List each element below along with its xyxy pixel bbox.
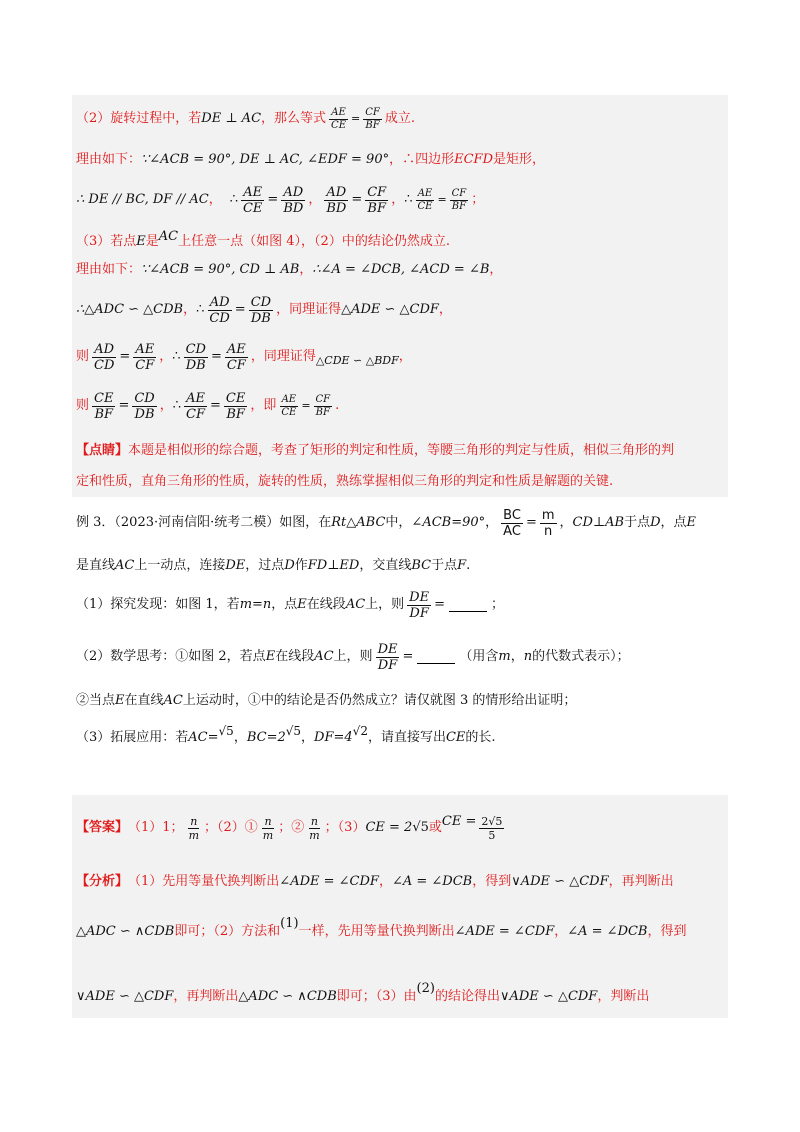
text: 作 bbox=[294, 558, 308, 573]
text: ， bbox=[554, 924, 568, 939]
question-2 bbox=[76, 637, 630, 677]
solution-line-4 bbox=[76, 230, 450, 254]
fraction: $\frac{AE}{CF}$ bbox=[135, 341, 155, 373]
text: 在直线 bbox=[124, 693, 164, 708]
fraction: $\frac{BC}{AC}$ bbox=[503, 507, 521, 539]
text: 例 3．（2023·河南信阳·统考二模）如图，在 bbox=[76, 515, 332, 530]
text: ②当点 bbox=[76, 693, 116, 708]
text: ，判断出 bbox=[597, 989, 650, 1004]
therefore: ∴ bbox=[196, 302, 205, 317]
text: ，再判断出 bbox=[608, 874, 674, 889]
math: CD⊥AB bbox=[572, 515, 625, 530]
text: ， bbox=[510, 649, 524, 664]
math: m=n bbox=[239, 597, 272, 612]
text: 成立. bbox=[384, 111, 415, 126]
comment-line-2 bbox=[76, 471, 613, 493]
text: （2）数学思考：①如图 2，若点 bbox=[76, 649, 266, 664]
fraction: $\frac{n}{m}$ bbox=[188, 814, 199, 842]
sep: ， bbox=[308, 192, 322, 207]
solution-line-2 bbox=[76, 148, 545, 172]
text: 理由如下： bbox=[76, 152, 142, 167]
text: . bbox=[335, 398, 340, 413]
fraction: $\frac{CF}{BF}$ bbox=[365, 106, 380, 131]
text: ，过点 bbox=[245, 558, 285, 573]
math: D bbox=[284, 558, 295, 573]
text: 则 bbox=[76, 349, 90, 364]
fraction: $\frac{CE}{BF}$ bbox=[94, 390, 114, 422]
comment-text: 本题是相似形的综合题，考查了矩形的判定和性质，等腰三角形的判定与性质，相似三角形的判 bbox=[128, 443, 675, 458]
equals: = bbox=[234, 302, 246, 317]
equals: = bbox=[351, 192, 363, 207]
math: E bbox=[265, 649, 276, 664]
answer-line bbox=[76, 806, 507, 850]
analysis-line-3 bbox=[76, 981, 650, 1009]
solution-line-3 bbox=[76, 180, 484, 220]
fraction: $\frac{CE}{BF}$ bbox=[225, 390, 246, 422]
paren-ref: (2) bbox=[416, 981, 435, 996]
math: Rt△ABC bbox=[331, 515, 386, 530]
therefore: ∴ bbox=[172, 398, 182, 413]
text: ，那么等式 bbox=[261, 111, 327, 126]
fraction: $\frac{AD}{CD}$ bbox=[94, 341, 115, 373]
fraction: $\frac{m}{n}$ bbox=[541, 507, 555, 539]
fraction: $\frac{AE}{CF}$ bbox=[186, 390, 205, 422]
math: n bbox=[523, 649, 533, 664]
sqrt-icon: √5 bbox=[285, 724, 302, 738]
math: DE bbox=[225, 558, 246, 573]
fraction: $\frac{AD}{CD}$ bbox=[209, 294, 230, 326]
math: BC bbox=[411, 558, 432, 573]
text: 即可；（2）方法和 bbox=[174, 924, 281, 939]
equals: = bbox=[210, 349, 222, 364]
sqrt-icon: √2 bbox=[352, 724, 368, 738]
sep: ， bbox=[391, 192, 405, 207]
radicand: 5 bbox=[293, 724, 302, 738]
text: ， bbox=[233, 730, 247, 745]
fraction: $\frac{CF}{BF}$ bbox=[367, 184, 387, 216]
sep: ， bbox=[208, 192, 222, 207]
sep: ， bbox=[159, 349, 173, 364]
text: ，得到 bbox=[647, 924, 687, 939]
math: AC bbox=[345, 597, 366, 612]
example-line-1 bbox=[76, 503, 696, 543]
math: △ADE ∽ △CDF bbox=[341, 302, 439, 317]
math: AC bbox=[115, 558, 135, 573]
fraction: $\frac{DE}{DF}$ bbox=[409, 589, 430, 621]
solution-line-5 bbox=[76, 258, 502, 282]
fraction: $\frac{AE}{CE}$ bbox=[331, 106, 346, 131]
math: D bbox=[650, 515, 661, 530]
math: F bbox=[457, 558, 467, 573]
math: AC= bbox=[188, 730, 219, 745]
sep: ， bbox=[183, 302, 197, 317]
equals: = bbox=[119, 349, 131, 364]
text: 是直线 bbox=[76, 558, 116, 573]
text: ， bbox=[438, 302, 452, 317]
math: E bbox=[686, 515, 697, 530]
equals: = bbox=[437, 193, 447, 206]
math: ∠A = ∠DCB bbox=[567, 924, 648, 939]
text: ， bbox=[559, 515, 573, 530]
math: E bbox=[115, 693, 125, 708]
math: ∴ DE // BC, DF // AC bbox=[76, 192, 209, 207]
text: ；② bbox=[278, 820, 305, 835]
math: AC bbox=[158, 229, 179, 244]
text: ；（2）① bbox=[204, 820, 258, 835]
text: ，即 bbox=[250, 398, 277, 413]
comment-line-1 bbox=[76, 440, 674, 462]
sqrt-icon: √5 bbox=[218, 724, 234, 738]
text: ，再判断出 bbox=[173, 989, 239, 1004]
radicand: 2 bbox=[360, 724, 368, 738]
text: ， bbox=[378, 874, 392, 889]
equals: = bbox=[351, 112, 361, 125]
math: BC=2 bbox=[246, 730, 286, 745]
text: 在线段 bbox=[306, 597, 346, 612]
math: ∠ACB=90° bbox=[411, 515, 486, 530]
math: ∨ADE ∽ △CDF bbox=[76, 989, 174, 1004]
equals: = bbox=[434, 597, 445, 612]
text: 的代数式表示）； bbox=[532, 649, 630, 664]
text: ， bbox=[489, 262, 503, 277]
fraction: $\frac{AE}{CE}$ bbox=[281, 393, 297, 418]
text: ， bbox=[299, 262, 313, 277]
equals: = bbox=[301, 399, 311, 412]
text: 的长. bbox=[465, 730, 496, 745]
math: DE ⊥ AC bbox=[201, 111, 262, 126]
math: ∴∠A = ∠DCB, ∠ACD = ∠B bbox=[312, 262, 490, 277]
text: . bbox=[466, 558, 471, 573]
math: ∵∠ACB = 90°, CD ⊥ AB bbox=[141, 262, 300, 277]
fraction: $\frac{DE}{DF}$ bbox=[377, 641, 398, 673]
fraction: $\frac{AD}{BD}$ bbox=[326, 184, 347, 216]
radicand: 5 bbox=[226, 724, 234, 738]
text: 则 bbox=[76, 398, 90, 413]
text: 是矩形， bbox=[493, 152, 546, 167]
text: ，交直线 bbox=[359, 558, 412, 573]
math: ∨ADE ∽ △CDF bbox=[511, 874, 609, 889]
text: 一样，先用等量代换判断出 bbox=[298, 924, 455, 939]
math: ∴△ADC ∽ △CDB bbox=[76, 302, 184, 317]
text: 或 bbox=[428, 820, 442, 835]
math: △CDE ∽ △BDF bbox=[315, 354, 399, 367]
text: ； bbox=[491, 597, 505, 612]
equals: = bbox=[118, 398, 130, 413]
math: ∠ADE = ∠CDF bbox=[454, 924, 555, 939]
text: 中， bbox=[385, 515, 412, 530]
fraction: $\frac{AE}{CF}$ bbox=[226, 341, 246, 373]
text: ， bbox=[398, 349, 412, 364]
text: （用含 bbox=[459, 649, 499, 664]
comment-text: 定和性质，直角三角形的性质，旋转的性质，熟练掌握相似三角形的判定和性质是解题的关键. bbox=[76, 474, 614, 489]
question-1 bbox=[76, 585, 504, 625]
analysis-line-2 bbox=[76, 916, 687, 944]
math: E bbox=[297, 597, 307, 612]
math: m bbox=[498, 649, 511, 664]
fraction: $\frac{CD}{DB}$ bbox=[185, 341, 206, 373]
question-2b bbox=[76, 690, 576, 712]
text: ，点 bbox=[660, 515, 687, 530]
text: ，同理证得 bbox=[276, 302, 342, 317]
math: AC bbox=[163, 693, 183, 708]
math: CE bbox=[445, 730, 466, 745]
equals: = bbox=[525, 515, 537, 530]
text: （1）1； bbox=[128, 820, 184, 835]
math: CE = 2 bbox=[365, 820, 413, 835]
text: 上，则 bbox=[333, 649, 373, 664]
math: E bbox=[136, 234, 146, 249]
math: ∨ADE ∽ △CDF bbox=[499, 989, 598, 1004]
solution-line-1 bbox=[76, 105, 415, 133]
math: ∵∠ACB = 90°, DE ⊥ AC, ∠EDF = 90° bbox=[141, 152, 390, 167]
math: △ADC ∽ ∧CDB bbox=[238, 989, 337, 1004]
equals: = bbox=[210, 398, 221, 413]
math: FD⊥ED bbox=[307, 558, 360, 573]
fraction: $\frac{AE}{CE}$ bbox=[417, 187, 433, 212]
fraction: $\frac{CF}{BF}$ bbox=[451, 187, 467, 212]
solution-line-6 bbox=[76, 290, 452, 330]
text: （1）探究发现：如图 1，若 bbox=[76, 597, 240, 612]
therefore: ∴ bbox=[404, 192, 413, 207]
text: （3）拓展应用：若 bbox=[76, 730, 189, 745]
text: （3）若点 bbox=[76, 234, 137, 249]
sep: ， bbox=[159, 398, 173, 413]
text: 的结论得出 bbox=[434, 989, 500, 1004]
text: ，同理证得 bbox=[250, 349, 316, 364]
text: 即可；（3）由 bbox=[336, 989, 417, 1004]
fraction: $\frac{AD}{BD}$ bbox=[283, 184, 304, 216]
math: AC bbox=[314, 649, 334, 664]
math: CE = bbox=[441, 814, 477, 829]
therefore: ∴ bbox=[229, 192, 238, 207]
radicand: 5 bbox=[420, 820, 429, 835]
fraction: $\frac{n}{m}$ bbox=[262, 814, 274, 842]
example-line-2 bbox=[76, 555, 470, 577]
answer-blank[interactable] bbox=[449, 599, 487, 612]
sqrt-icon: √5 bbox=[412, 820, 429, 835]
text: ；（3） bbox=[324, 820, 366, 835]
text: ， bbox=[485, 515, 499, 530]
text: （1）先用等量代换判断出 bbox=[128, 874, 280, 889]
text: 于点 bbox=[431, 558, 458, 573]
fraction: $\frac{CD}{DB}$ bbox=[134, 390, 155, 422]
math: ∠A = ∠DCB bbox=[391, 874, 473, 889]
end: ； bbox=[471, 192, 485, 207]
fraction: $\frac{CF}{BF}$ bbox=[315, 393, 331, 418]
answer-blank[interactable] bbox=[417, 651, 455, 664]
text: ，点 bbox=[271, 597, 298, 612]
text: 上任意一点（如图 4），（2）中的结论仍然成立. bbox=[178, 234, 450, 249]
fraction: $\frac{AE}{CE}$ bbox=[242, 184, 263, 216]
answer-label: 【答案】 bbox=[76, 820, 129, 835]
text: 上，则 bbox=[365, 597, 405, 612]
text: ，得到 bbox=[472, 874, 512, 889]
fraction: $\frac{n}{m}$ bbox=[309, 814, 320, 842]
math: ECFD bbox=[454, 152, 494, 167]
text: ，请直接写出 bbox=[367, 730, 446, 745]
fraction: $\frac{CD}{DB}$ bbox=[250, 294, 272, 326]
solution-line-7 bbox=[76, 337, 412, 377]
math: ∠ADE = ∠CDF bbox=[279, 874, 379, 889]
fraction: $\frac{2√5}{5}$ bbox=[481, 814, 503, 842]
text: 上运动时，①中的结论是否仍然成立？请仅就图 3 的情形给出证明； bbox=[182, 693, 577, 708]
text: 是 bbox=[145, 234, 159, 249]
text: 于点 bbox=[624, 515, 651, 530]
equals: = bbox=[267, 192, 279, 207]
solution-line-8 bbox=[76, 386, 339, 426]
text: （2）旋转过程中，若 bbox=[76, 111, 202, 126]
text: ，∴四边形 bbox=[389, 152, 455, 167]
analysis-label: 【分析】 bbox=[76, 874, 129, 889]
question-3 bbox=[76, 725, 496, 751]
text: 在线段 bbox=[275, 649, 315, 664]
equals: = bbox=[402, 649, 414, 664]
text: 上一动点，连接 bbox=[134, 558, 226, 573]
paren-ref: (1) bbox=[280, 916, 299, 931]
text: 理由如下： bbox=[76, 262, 142, 277]
therefore: ∴ bbox=[172, 349, 181, 364]
math: △ADC ∽ ∧CDB bbox=[76, 924, 175, 939]
math: DF=4 bbox=[314, 730, 353, 745]
analysis-line-1 bbox=[76, 870, 674, 894]
text: ， bbox=[301, 730, 315, 745]
comment-label: 【点睛】 bbox=[76, 443, 129, 458]
